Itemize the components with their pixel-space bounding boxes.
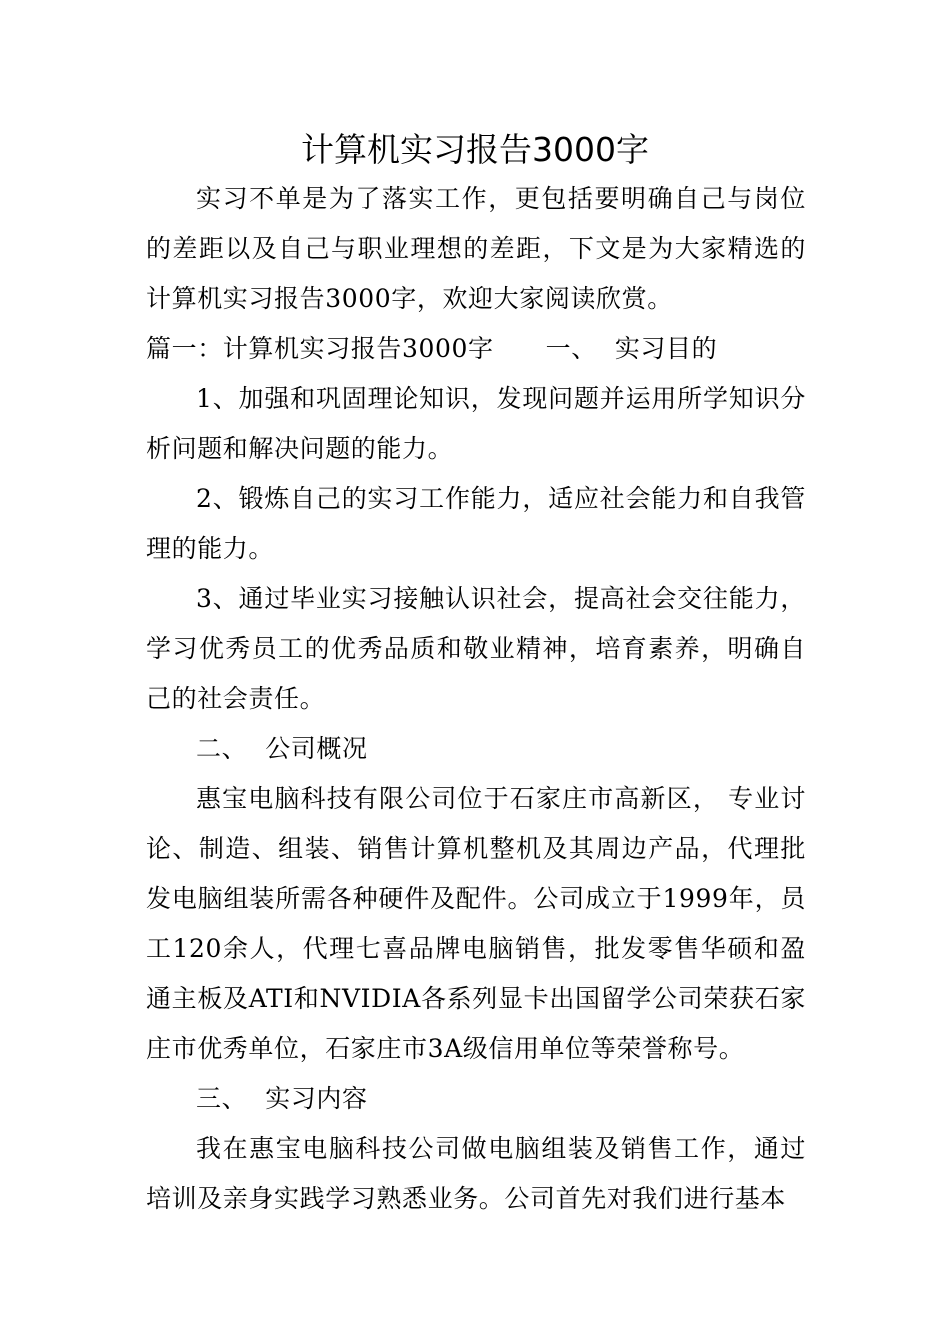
document-body — [146, 174, 806, 1224]
objective-item-1: 1、加强和巩固理论知识，发现问题并运用所学知识分析问题和解决问题的能力。 — [146, 384, 806, 463]
part-one-label: 篇一：计算机实习报告3000字 — [146, 334, 494, 363]
section1-number: 一、 — [545, 334, 597, 363]
objective-item-3: 3、通过毕业实习接触认识社会，提高社会交往能力，学习优秀员工的优秀品质和敬业精神，培育素养，明确自己的社会责任。 — [146, 584, 806, 713]
document-title: 计算机实习报告3000字 — [301, 130, 649, 169]
intro-paragraph: 实习不单是为了落实工作，更包括要明确自己与岗位的差距以及自己与职业理想的差距，下文是为大家精选的计算机实习报告3000字，欢迎大家阅读欣赏。 — [146, 184, 806, 313]
internship-content-paragraph: 我在惠宝电脑科技公司做电脑组装及销售工作，通过培训及亲身实践学习熟悉业务。公司首先对我们进行基本 — [146, 1134, 806, 1213]
section1-title: 实习目的 — [614, 334, 718, 363]
section3-heading — [146, 1074, 806, 1124]
section2-number: 二、 — [196, 734, 248, 763]
section3-number: 三、 — [196, 1084, 248, 1113]
section3-title: 实习内容 — [265, 1084, 368, 1113]
objective-item-2: 2、锻炼自己的实习工作能力，适应社会能力和自我管理的能力。 — [146, 484, 806, 563]
section2-title: 公司概况 — [265, 734, 368, 763]
part-one-heading — [146, 324, 806, 374]
company-overview-paragraph: 惠宝电脑科技有限公司位于石家庄市高新区， 专业讨论、制造、组装、销售计算机整机及其周边产品，代理批发电脑组装所需各种硬件及配件。公司成立于1999年，员工120余人，代理七喜品牌电脑销售，批发零售华硕和盈通主板及ATI和NVIDIA各系列显卡出国留学公司荣获石家庄市优秀单位，石家庄市3A级信用单位等荣誉称号。 — [146, 784, 806, 1063]
section2-heading — [146, 724, 806, 774]
